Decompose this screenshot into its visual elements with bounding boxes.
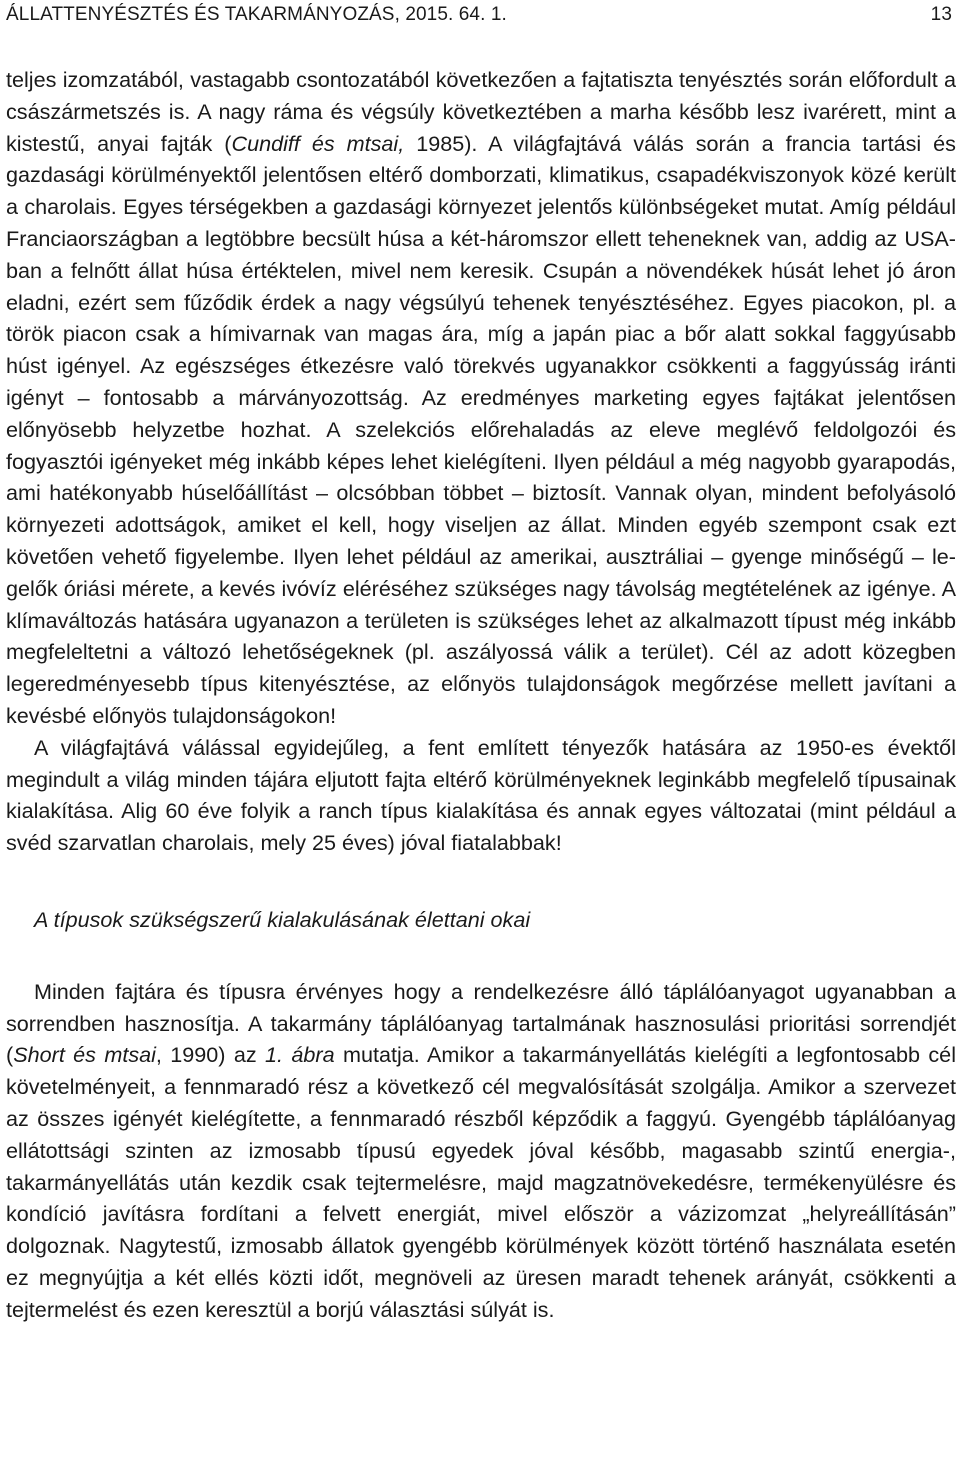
journal-title: ÁLLATTENYÉSZTÉS ÉS TAKARMÁNYOZÁS, 2015. 64. 1.	[6, 4, 507, 25]
paragraph-3-text-b: , 1990) az	[155, 1042, 266, 1068]
figure-reference: 1. ábra	[265, 1042, 335, 1068]
citation-cundiff: Cundiff és mtsai,	[231, 130, 405, 156]
section-heading: A típusok szükségszerű kialakulásának élettani okai	[34, 906, 531, 932]
citation-short: Short és mtsai	[13, 1042, 156, 1068]
paragraph-3-text-c: mutatja. Amikor a takarmányellátás kielégíti a legfontosabb cél követelményeit, a fennmaradó rész a következő cél megvalósítását szolgálja. Amikor a szervezet az összes igényét kielégítette, a fennmaradó részből képződik a faggyú. Gyengébb táplálóanyag ellátottsági szinten az izmosabb típusú egyedek jóval később, magasabb szintű energia-, takarmányellátás után kezdik csak tejtermelésre, majd magzatnövekedésre, termékenyülésre és kondíció javításra fordítani a felvett energiát, mivel először a vázizomzat „helyreállításán” dolgoznak. Nagytestű, izmosabb állatok gyengébb körülmények között történő használata esetén ez megnyújtja a két ellés közti időt, megnöveli az üresen maradt tehenek arányát, csökkenti a tejtermelést és ezen keresztül a borjú választási súlyát is.	[6, 1042, 956, 1322]
paragraph-3-text-a: Minden fajtára és típusra érvényes hogy a rendelkezésre álló táplálóanyagot ugyanabban a sorrendben hasznosítja. A takarmány táplálóanyag tartalmának hasznosulási prioritási sorrendjét (	[6, 978, 956, 1068]
article-body	[6, 64, 956, 1325]
paragraph-2-text: A világfajtává válással egyidejűleg, a fent említett tényezők hatására az 1950-es évektől megindult a világ minden tájára eljutott fajta eltérő körülményeknek leginkább megfelelő típusainak kialakítása. Alig 60 éve folyik a ranch típus kialakítása és annak egyes változatai (mint például a svéd szarvatlan charolais, mely 25 éves) jóval fiatalabbak!	[6, 734, 956, 856]
paragraph-2	[6, 732, 956, 859]
paragraph-1-text-a: teljes izomzatából, vastagabb csontozatából következően a fajtatiszta tenyésztés során előfordult a császármetszés is. A nagy ráma és végsúly következtében a marha később lesz ivarérett, mint a kistestű, anyai fajták (	[6, 67, 956, 156]
paragraph-1-text-b: 1985). A világfajtává válás során a francia tartási és gazdasági körülményektől jelentősen eltérő domborzati, klimatikus, csapadékviszonyok közé került a charolais. Egyes térségekben a gazdasági környezet jelentős különbségeket mutat. Amíg például Franciaországban a legtöbbre becsült húsa a két-háromszor ellett teheneknek van, addig az USA-ban a felnőtt állat húsa értéktelen, mivel nem keresik. Csupán a növendékek húsát lehet jó áron eladni, ezért sem fűződik érdek a nagy végsúlyú tehenek tenyésztéséhez. Egyes piacokon, pl. a török piacon csak a hímivarnak van magas ára, míg a japán piac a bőr alatt sokkal faggyúsabb húst igényel. Az egészséges étkezésre való törekvés ugyanakkor csökkenti a faggyússág iránti igényt – fontosabb a márványozottság. Az eredményes marketing egyes fajtákat jelentősen előnyösebb helyzetbe hozhat. A szelekciós előrehaladás az eleve meglévő feldolgozói és fogyasztói igényeket még inkább képes lehet kielégíteni. Ilyen például a még nagyobb gyarapodás, ami hatékonyabb húselőállítást – olcsóbban többet – biztosít. Vannak olyan, mindent befolyásoló környezeti adottságok, amiket el kell, hogy viseljen az állat. Minden egyéb szempont csak ezt követően vehető figyelembe. Ilyen lehet például az amerikai, ausztráliai – gyenge minőségű – legelők óriási mérete, a kevés ivóvíz eléréséhez szükséges nagy távolság megtételének az igénye. A klímaváltozás hatására ugyanazon a területen is szükséges lehet az alkalmazott típust még inkább megfeleltetni a változó lehetőségeknek (pl. aszályossá válik a terület). Cél az adott közegben legeredményesebb típus kitenyésztése, az előnyös tulajdonságok megőrzése mellett javítani a kevésbé előnyös tulajdonságokon!	[6, 130, 956, 728]
running-header	[6, 4, 952, 34]
paragraph-3	[6, 976, 956, 1326]
page-number: 13	[930, 4, 952, 25]
paragraph-1	[6, 64, 956, 732]
